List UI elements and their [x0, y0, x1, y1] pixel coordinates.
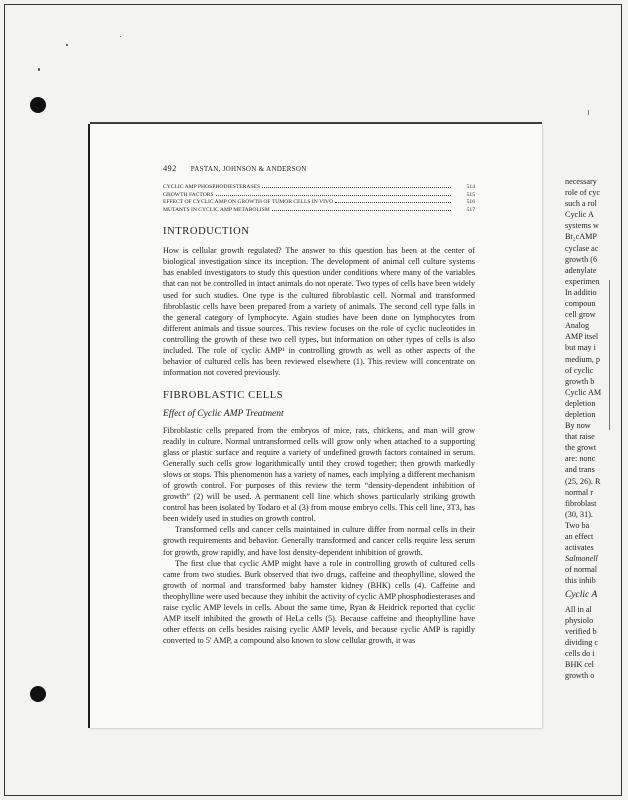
facing-line: of normal	[565, 565, 598, 575]
facing-line: that raise	[565, 432, 595, 442]
facing-line: depletion	[565, 409, 596, 419]
facing-line: verified b	[565, 626, 597, 636]
body-paragraph: Fibroblastic cells prepared from the embryos of mice, rats, chickens, and man will grow readily in culture. Normal untransformed cells will grow only when attached to a supporting glass or plastic surface and require a variety of undefined growth factors contained in serum. Generally such cells grow logarithmically until they crowd together; then growth markedly slows or stops. This phenomenon has a variety of names, each implying a different mechanism of growth control. For purposes of this review the term “density-dependent inhibition of growth” (2) will be used. A permanent cell line which shows particularly striking growth control has been isolated by Todaro et al (3) from mouse embryo cells. This cell line, 3T3, has been widely used in studies on growth control.	[163, 425, 475, 524]
introduction-paragraph: How is cellular growth regulated? The answer to this question has been at the center of biological investigation since its inception. The development of animal cell culture systems has enabled investigators to study this question under conditions where many of the variables that can not be controlled in intact animals do not operate. Two types of cells have been widely used for such studies. One type is the cultured fibroblastic cell. Normal and transformed fibroblastic cells have been prepared from a variety of animals. The second cell type falls in the general category of lymphocyte. Again studies have been done on lymphocytes from different animals and tissue sources. This review focuses on the role of cyclic nucleotides in controlling the growth of these two cell types, but information on other types of cells is also included. The role of cyclic AMP¹ in controlling growth as well as other aspects of the behavior of cultured cells has been reviewed elsewhere (1). This review will concentrate on information not covered previously.	[163, 246, 475, 378]
facing-line: are: nonc	[565, 454, 596, 464]
running-head-authors: PASTAN, JOHNSON & ANDERSON	[190, 165, 307, 173]
facing-line: adenylate	[565, 265, 597, 275]
punch-hole-top	[30, 97, 46, 113]
facing-line: activates	[565, 543, 594, 553]
toc-entry: EFFECT OF CYCLIC AMP ON GROWTH OF TUMOR CELLS IN VIVO 516	[163, 199, 475, 206]
toc-entry: MUTANTS IN CYCLIC AMP METABOLISM 517	[163, 206, 475, 213]
facing-line: fibroblast	[565, 498, 597, 508]
facing-line: cyclase ac	[565, 243, 599, 253]
facing-line: Salmonell	[565, 554, 598, 564]
facing-line: cell grow	[565, 310, 596, 320]
facing-line: By now	[565, 421, 591, 431]
scan-speck	[38, 68, 40, 71]
facing-line: (30, 31).	[565, 509, 593, 519]
facing-line: but may i	[565, 343, 596, 353]
facing-line: of cyclic	[565, 365, 594, 375]
facing-line: cells do i	[565, 648, 595, 658]
facing-page-fragment	[565, 176, 625, 681]
body-paragraph: The first clue that cyclic AMP might have a role in controlling growth of cultured cells came from two studies. Burk observed that two drugs, caffeine and theophylline, slowed the growth of normal and transformed baby hamster kidney (BHK) cells (4). Caffeine and theophylline were used because they inhibit the activity of cyclic AMP phosphodiesterases and raise cyclic AMP levels in cells. About the same time, Ryan & Heidrick reported that cyclic AMP itself inhibited the growth of HeLa cells (5). Because caffeine and theophylline have other effects on cells besides raising cyclic AMP levels, and because cyclic AMP is rapidly converted to 5′ AMP, a compound also known to slow cellular growth, it was	[163, 558, 475, 646]
facing-line: In additio	[565, 287, 597, 297]
facing-line: and trans	[565, 465, 595, 475]
facing-line: growth (6	[565, 254, 598, 264]
facing-line: physiolo	[565, 615, 594, 625]
introduction-heading: INTRODUCTION	[163, 226, 250, 238]
facing-line: AMP itsel	[565, 332, 599, 342]
page-number: 492	[163, 163, 177, 173]
punch-hole-bottom	[30, 686, 46, 702]
fibroblastic-heading: FIBROBLASTIC CELLS	[163, 390, 284, 402]
toc-entry: CYCLIC AMP PHOSPHODIESTERASES 514	[163, 184, 475, 191]
facing-line: Cyclic AM	[565, 387, 602, 397]
facing-line: growth b	[565, 376, 595, 386]
facing-line: experimen	[565, 276, 600, 286]
facing-line: systems w	[565, 221, 599, 231]
cyclic-amp-treatment-subheading: Effect of Cyclic AMP Treatment	[163, 409, 284, 420]
facing-line: dividing c	[565, 637, 598, 647]
facing-line: compoun	[565, 299, 596, 309]
table-of-contents	[163, 184, 475, 214]
facing-line: such a rol	[565, 199, 597, 209]
running-head	[163, 163, 475, 175]
facing-subheading: Cyclic A	[565, 590, 598, 601]
facing-line: BHK cel	[565, 660, 594, 670]
facing-line: necessary	[565, 177, 597, 186]
facing-line: Analog	[565, 321, 590, 331]
facing-line: Two ba	[565, 520, 590, 530]
facing-line: medium, p	[565, 354, 601, 364]
facing-line: depletion	[565, 398, 596, 408]
facing-line: this inhib	[565, 576, 596, 586]
facing-line: All in al	[565, 604, 592, 614]
toc-entry: GROWTH FACTORS 515	[163, 191, 475, 198]
facing-line: (25, 26). R	[565, 476, 601, 486]
facing-line: an effect	[565, 532, 594, 541]
facing-line: Cyclic A	[565, 210, 594, 220]
facing-line: role of cyc	[565, 188, 601, 198]
facing-line: normal r	[565, 487, 593, 497]
facing-line: the growt	[565, 443, 597, 453]
scan-speck	[66, 44, 68, 46]
scan-speck	[120, 36, 121, 37]
scan-artifact-line	[588, 110, 589, 115]
facing-line: Bt₂cAMP	[565, 232, 597, 242]
body-paragraph: Transformed cells and cancer cells maintained in culture differ from normal cells in their growth requirements and behavior. Generally transformed and cancer cells require less serum for growth, grow rapidly, and have lost density-dependent inhibition of growth.	[163, 525, 475, 557]
page-content	[163, 163, 475, 646]
facing-line: growth o	[565, 671, 595, 681]
